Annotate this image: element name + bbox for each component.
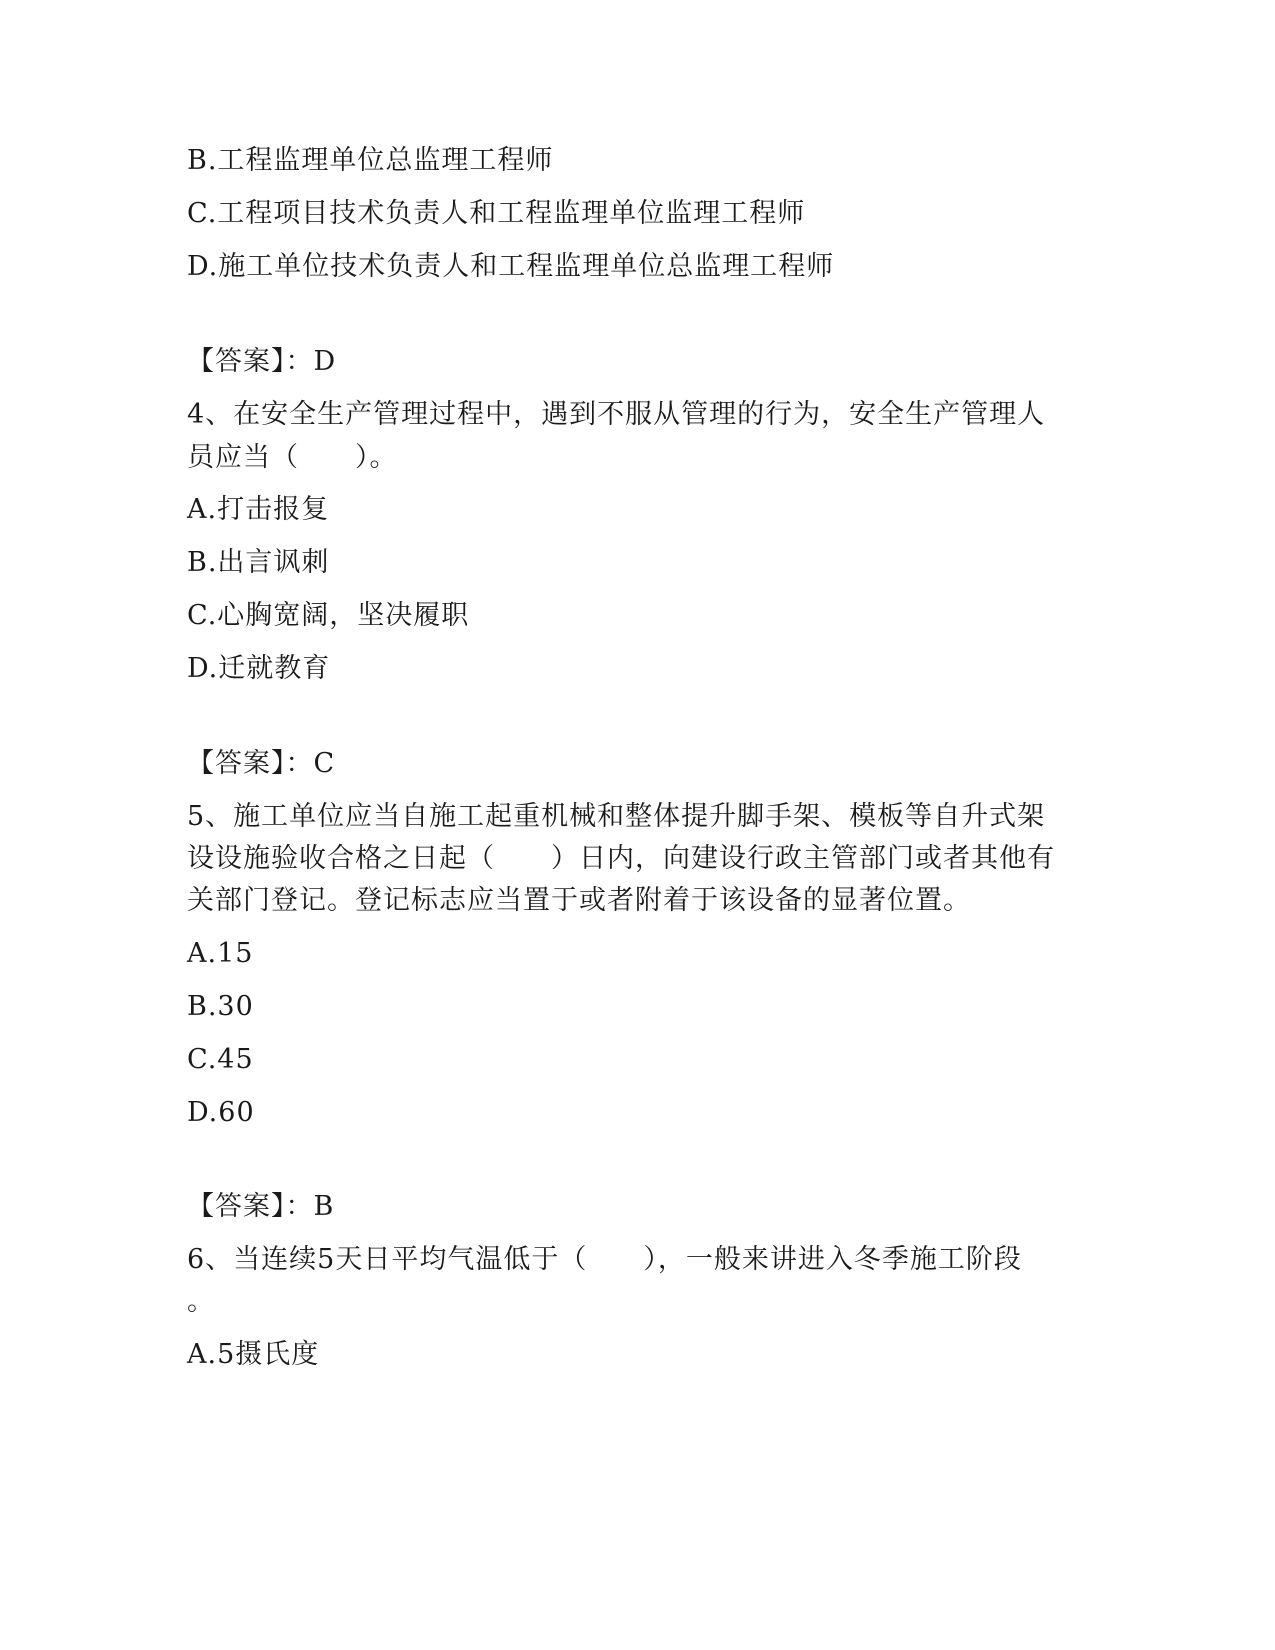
answer-label: 【答案】：B [187, 1191, 335, 1222]
option-b: B.30 [187, 991, 254, 1022]
option-a: A.15 [187, 938, 254, 969]
question-stem: 关部门登记。登记标志应当置于或者附着于该设备的显著位置。 [187, 885, 971, 916]
question-stem: 4、在安全生产管理过程中，遇到不服从管理的行为，安全生产管理人 [187, 399, 1046, 430]
option-a: A.5摄氏度 [187, 1339, 320, 1370]
option-a: A.打击报复 [187, 494, 330, 525]
question-stem: 设设施验收合格之日起（ ）日内，向建设行政主管部门或者其他有 [187, 843, 1055, 874]
option-d: D.60 [187, 1097, 255, 1128]
question-stem: 5、施工单位应当自施工起重机械和整体提升脚手架、模板等自升式架 [187, 801, 1046, 832]
option-d: D.迁就教育 [187, 653, 331, 684]
question-stem: 员应当（ ）。 [187, 442, 398, 473]
answer-label: 【答案】：C [187, 748, 336, 779]
option-c: C.45 [187, 1044, 254, 1075]
question-stem: 。 [187, 1286, 215, 1317]
option-d: D.施工单位技术负责人和工程监理单位总监理工程师 [187, 251, 835, 282]
option-b: B.工程监理单位总监理工程师 [187, 145, 554, 176]
answer-label: 【答案】：D [187, 346, 337, 377]
option-c: C.工程项目技术负责人和工程监理单位监理工程师 [187, 198, 806, 229]
option-c: C.心胸宽阔，坚决履职 [187, 600, 470, 631]
question-stem: 6、当连续5天日平均气温低于（ ），一般来讲进入冬季施工阶段 [187, 1244, 1022, 1275]
option-b: B.出言讽刺 [187, 547, 330, 578]
